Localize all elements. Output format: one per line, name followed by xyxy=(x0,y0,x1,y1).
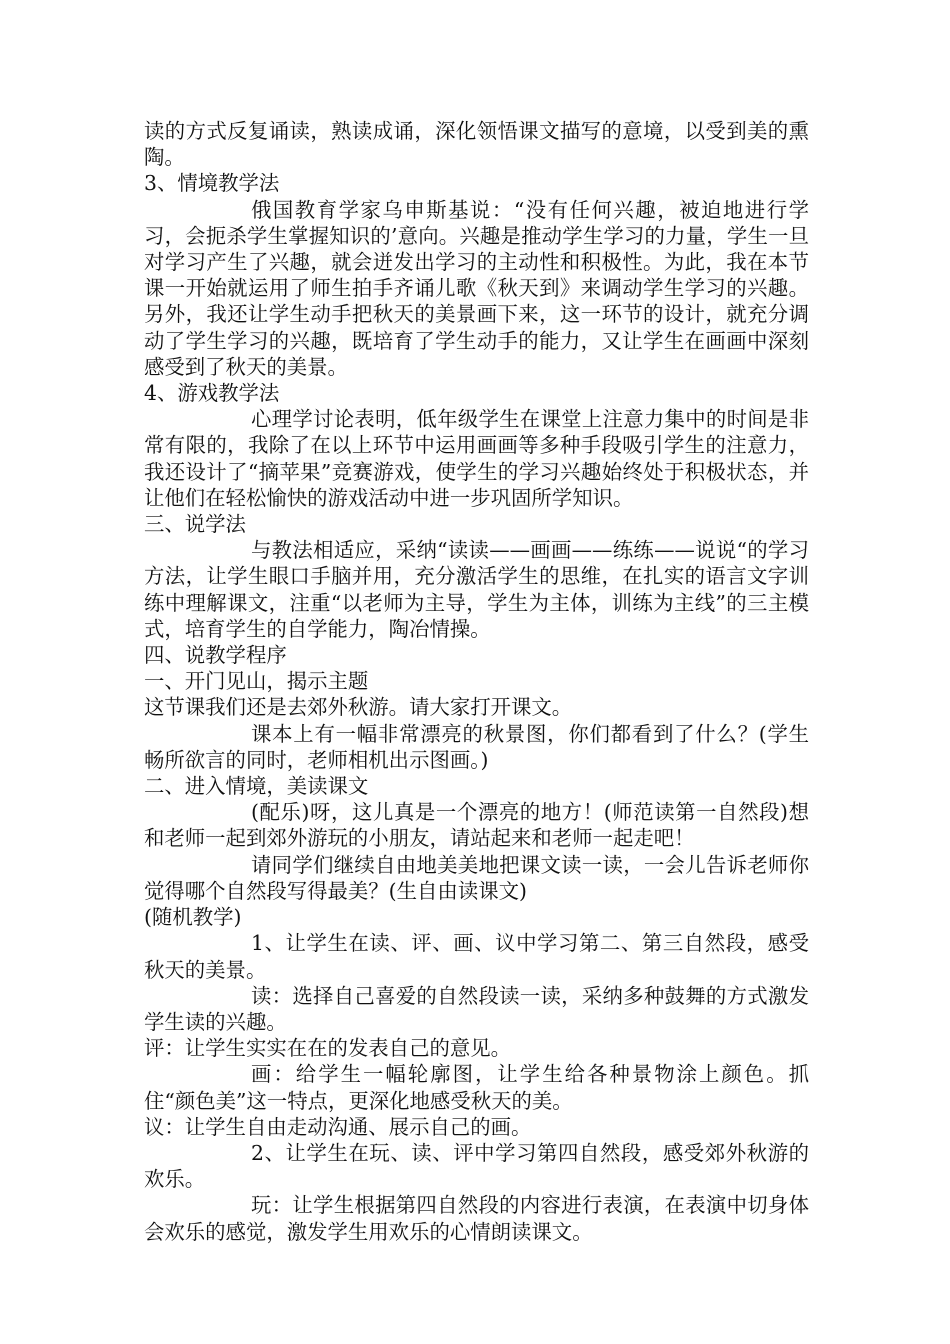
paragraph-comment: 评：让学生实实在在的发表自己的意见。 xyxy=(144,1036,512,1061)
heading-game-teaching: 4、游戏教学法 xyxy=(144,381,280,406)
paragraph-item-one: 1、让学生在读、评、画、议中学习第二、第三自然段，感受秋天的美景。 xyxy=(144,931,809,982)
heading-teaching-procedure: 四、说教学程序 xyxy=(144,643,287,668)
heading-random-teaching: (随机教学) xyxy=(144,905,242,930)
heading-situational-teaching: 3、情境教学法 xyxy=(144,171,280,196)
heading-step-two: 二、进入情境，美读课文 xyxy=(144,774,369,799)
heading-learning-method: 三、说学法 xyxy=(144,512,246,537)
paragraph-draw: 画：给学生一幅轮廓图，让学生给各种景物涂上颜色。抓住“颜色美”这一特点，更深化地感受秋天的美。 xyxy=(144,1062,809,1113)
paragraph-continuation: 读的方式反复诵读，熟读成诵，深化领悟课文描写的意境，以受到美的熏陶。 xyxy=(144,119,809,170)
paragraph-music: (配乐)呀，这儿真是一个漂亮的地方！(师范读第一自然段)想和老师一起到郊外游玩的小朋友，请站起来和老师一起走吧！ xyxy=(144,800,809,851)
paragraph-learning-method: 与教法相适应，采纳“读读——画画——练练——说说“的学习方法，让学生眼口手脑并用，充分激活学生的思维，在扎实的语言文字训练中理解课文，注重“以老师为主导，学生为主体，训练为主线”的三主模式，培育学生的自学能力，陶冶情操。 xyxy=(144,538,809,641)
paragraph-interest: 俄国教育学家乌申斯基说：“没有任何兴趣，被迫地进行学习，会扼杀学生掌握知识的’意向。兴趣是推动学生学习的力量，学生一旦对学习产生了兴趣，就会迸发出学习的主动性和积极性。为此，我在本节课一开始就运用了师生拍手齐诵儿歌《秋天到》来调动学生学习的兴趣。另外，我还让学生动手把秋天的美景画下来，这一环节的设计，就充分调动了学生学习的兴趣，既培育了学生动手的能力，又让学生在画画中深刻感受到了秋天的美景。 xyxy=(144,197,809,379)
paragraph-textbook-picture: 课本上有一幅非常漂亮的秋景图，你们都看到了什么？(学生畅所欲言的同时，老师相机出示图画。) xyxy=(144,721,809,772)
paragraph-autumn-trip: 这节课我们还是去郊外秋游。请大家打开课文。 xyxy=(144,695,573,720)
paragraph-free-reading: 请同学们继续自由地美美地把课文读一读，一会儿告诉老师你觉得哪个自然段写得最美？(生自由读课文) xyxy=(144,852,809,903)
heading-step-one: 一、开门见山，揭示主题 xyxy=(144,669,369,694)
document-body xyxy=(144,118,809,1245)
paragraph-read: 读：选择自己喜爱的自然段读一读，采纳多种鼓舞的方式激发学生读的兴趣。 xyxy=(144,983,809,1034)
paragraph-item-two: 2、让学生在玩、读、评中学习第四自然段，感受郊外秋游的欢乐。 xyxy=(144,1140,809,1192)
paragraph-play: 玩：让学生根据第四自然段的内容进行表演，在表演中切身体会欢乐的感觉，激发学生用欢乐的心情朗读课文。 xyxy=(144,1193,809,1244)
paragraph-discuss: 议：让学生自由走动沟通、展示自己的画。 xyxy=(144,1114,532,1139)
paragraph-psychology: 心理学讨论表明，低年级学生在课堂上注意力集中的时间是非常有限的，我除了在以上环节中运用画画等多种手段吸引学生的注意力，我还设计了“摘苹果”竞赛游戏，使学生的学习兴趣始终处于积极状态，并让他们在轻松愉快的游戏活动中进一步巩固所学知识。 xyxy=(144,407,809,510)
